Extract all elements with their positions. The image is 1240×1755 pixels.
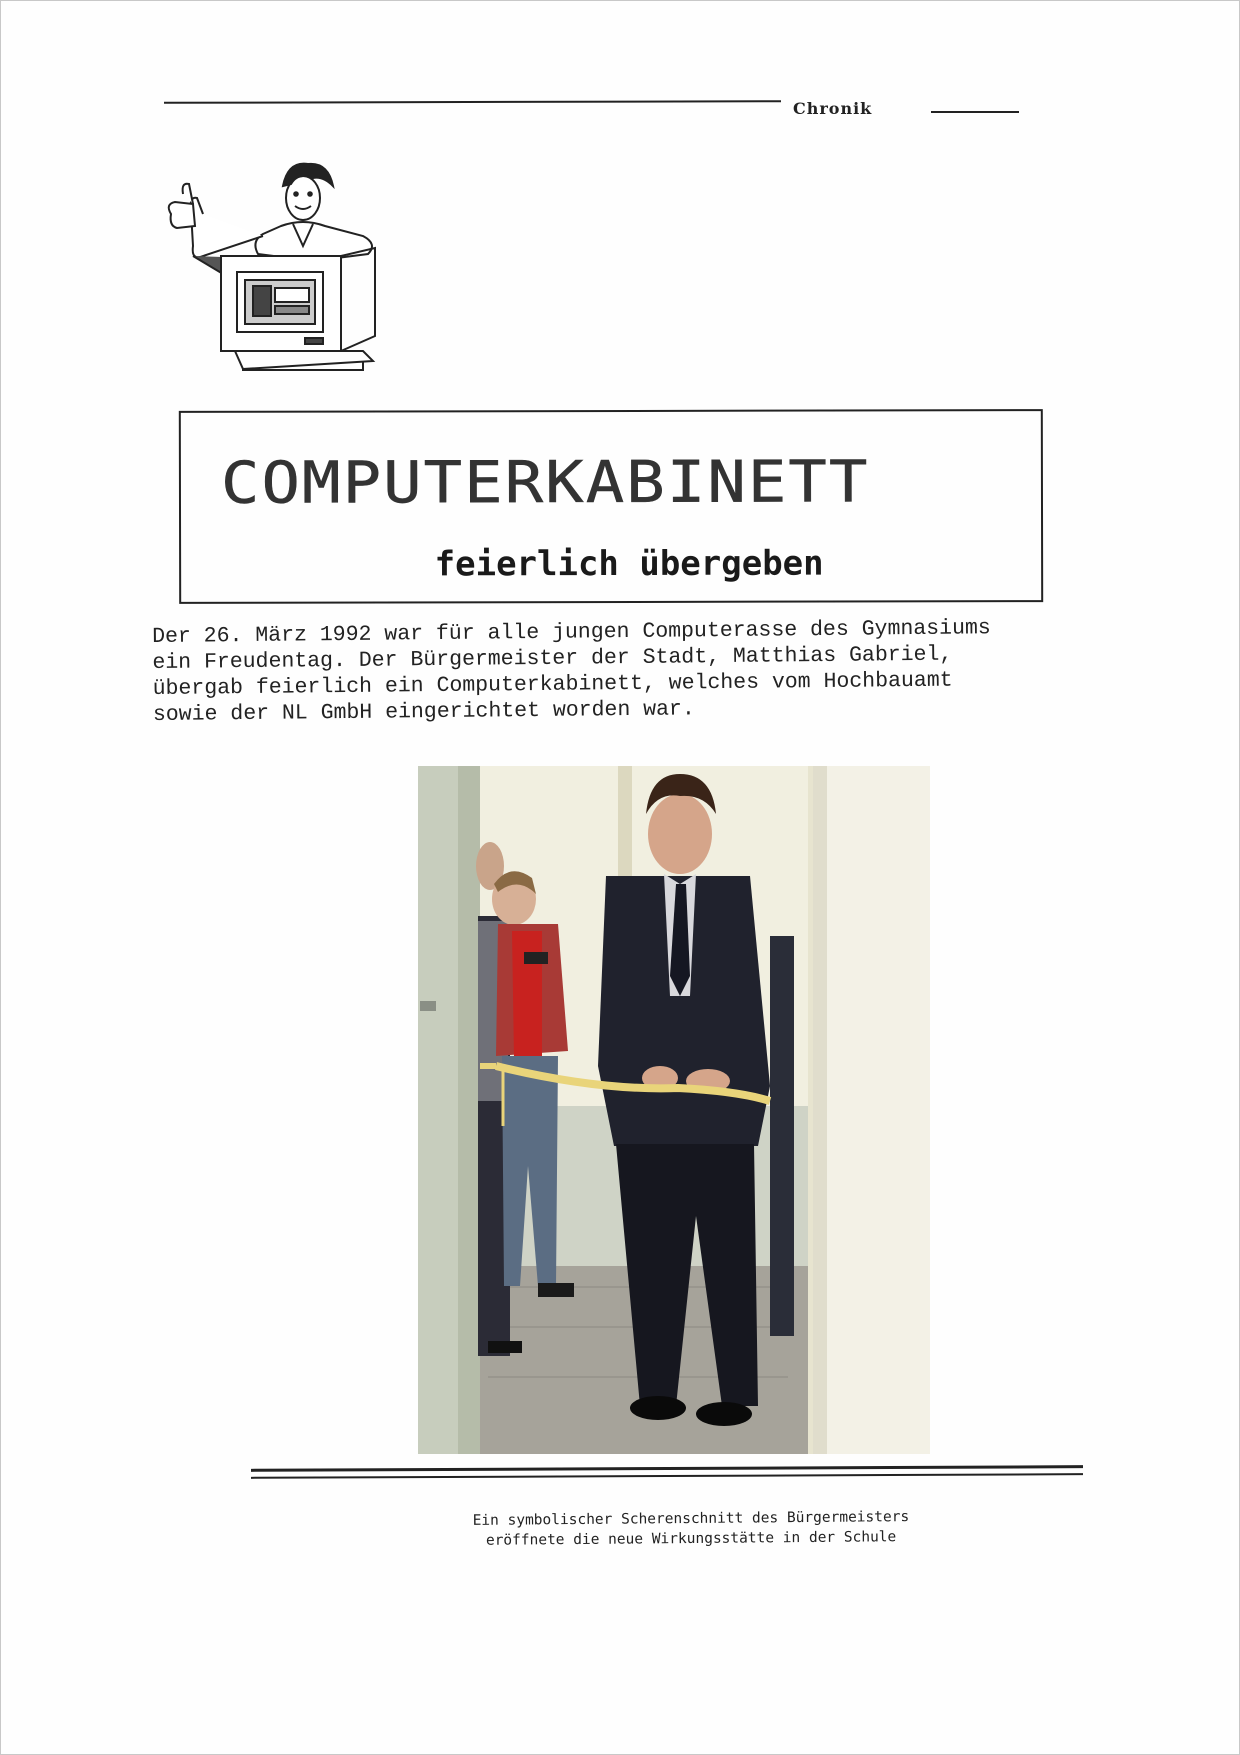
body-line: übergab feierlich ein Computerkabinett, welches vom Hochbauamt [152, 668, 953, 701]
body-paragraph [152, 614, 1113, 728]
body-line: Der 26. März 1992 war für alle jungen Computerasse des Gymnasiums [152, 616, 991, 649]
subtitle: feierlich übergeben [434, 543, 824, 585]
caption-rule-thin [251, 1473, 1083, 1479]
title-box [179, 409, 1043, 604]
body-line: sowie der NL GmbH eingerichtet worden war. [152, 697, 695, 727]
header-rule-right [931, 111, 1019, 113]
ribbon-cutting-photo [418, 766, 930, 1454]
body-line: ein Freudentag. Der Bürgermeister der Stadt, Matthias Gabriel, [152, 642, 953, 675]
main-title: COMPUTERKABINETT [220, 449, 870, 518]
caption-line: Ein symbolischer Scherenschnitt des Bürgermeisters [472, 1509, 910, 1529]
header-rule [164, 100, 781, 104]
caption-rule [251, 1465, 1083, 1472]
caption-line: eröffnete die neue Wirkungsstätte in der Schule [485, 1529, 897, 1549]
computer-man-clipart-icon [163, 156, 413, 386]
photo-caption [441, 1507, 941, 1551]
section-title: Chronik [793, 99, 873, 118]
